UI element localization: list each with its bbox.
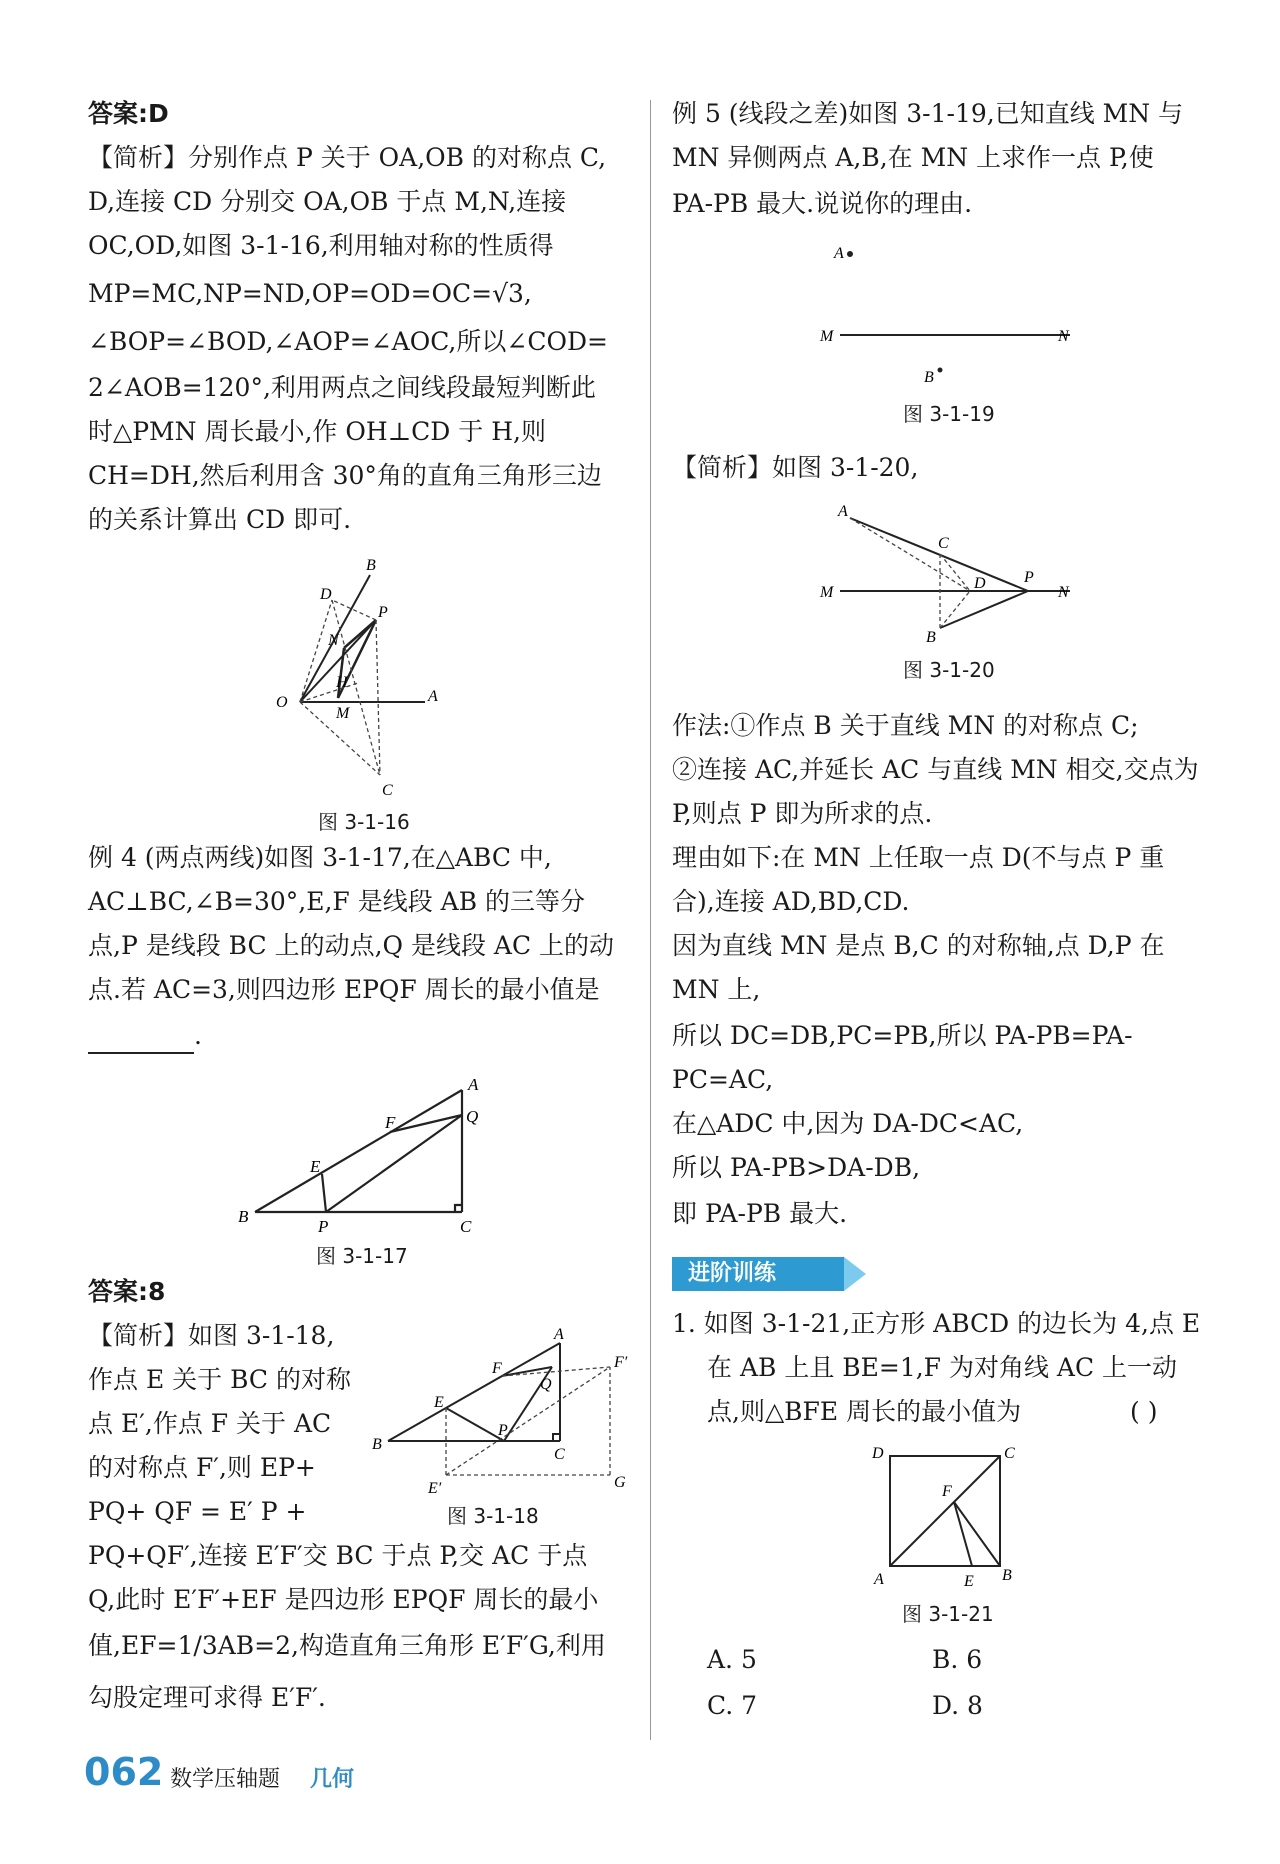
figure-3-1-17 bbox=[230, 1070, 490, 1240]
figure-3-1-20 bbox=[810, 496, 1080, 646]
svg-text:D: D bbox=[872, 1445, 884, 1462]
svg-text:F: F bbox=[942, 1483, 952, 1500]
svg-text:D: D bbox=[320, 586, 332, 603]
svg-text:A: A bbox=[838, 503, 848, 520]
svg-text:P: P bbox=[498, 1422, 508, 1439]
svg-text:C: C bbox=[460, 1217, 472, 1236]
figure-3-1-16-caption: 图 3-1-16 bbox=[318, 810, 410, 834]
svg-text:F: F bbox=[492, 1360, 502, 1377]
svg-text:C: C bbox=[382, 782, 393, 799]
svg-text:M: M bbox=[820, 328, 834, 345]
svg-text:B: B bbox=[238, 1207, 249, 1226]
svg-text:A: A bbox=[554, 1326, 564, 1343]
page-number: 062 bbox=[84, 1750, 164, 1794]
figure-3-1-16 bbox=[270, 555, 450, 805]
svg-text:C: C bbox=[1004, 1445, 1015, 1462]
answer-blank[interactable] bbox=[88, 1026, 194, 1054]
svg-text:A: A bbox=[468, 1075, 479, 1094]
figure-3-1-17-caption: 图 3-1-17 bbox=[316, 1244, 408, 1268]
svg-text:B: B bbox=[926, 629, 936, 646]
book-title: 数学压轴题 bbox=[170, 1767, 281, 1792]
option-c[interactable]: C. 7 bbox=[707, 1691, 758, 1720]
answer-1: 答案:D bbox=[88, 99, 169, 128]
svg-text:B: B bbox=[1002, 1567, 1012, 1584]
svg-text:F′: F′ bbox=[614, 1354, 628, 1371]
figure-3-1-21-caption: 图 3-1-21 bbox=[902, 1602, 994, 1626]
svg-text:P: P bbox=[318, 1217, 329, 1236]
svg-text:N: N bbox=[1058, 584, 1069, 601]
option-d[interactable]: D. 8 bbox=[932, 1691, 983, 1720]
figure-3-1-19 bbox=[810, 240, 1080, 390]
svg-text:P: P bbox=[378, 604, 388, 621]
svg-text:P: P bbox=[1024, 569, 1034, 586]
svg-text:C: C bbox=[938, 535, 949, 552]
svg-text:N: N bbox=[328, 632, 339, 649]
svg-text:F: F bbox=[385, 1113, 396, 1132]
svg-text:M: M bbox=[820, 584, 834, 601]
book-subtitle: 几何 bbox=[310, 1767, 355, 1792]
figure-3-1-19-caption: 图 3-1-19 bbox=[903, 402, 995, 426]
figure-3-1-21 bbox=[866, 1444, 1026, 1594]
svg-text:E: E bbox=[434, 1394, 444, 1411]
svg-text:Q: Q bbox=[540, 1376, 552, 1393]
svg-text:G: G bbox=[614, 1474, 626, 1491]
svg-text:H: H bbox=[336, 674, 348, 691]
svg-text:C: C bbox=[554, 1446, 565, 1463]
column-divider bbox=[650, 100, 651, 1740]
svg-text:E′: E′ bbox=[428, 1480, 442, 1497]
section-banner: 进阶训练 bbox=[672, 1257, 844, 1291]
svg-text:B: B bbox=[372, 1436, 382, 1453]
svg-text:E: E bbox=[964, 1573, 974, 1590]
svg-text:D: D bbox=[974, 575, 986, 592]
option-a[interactable]: A. 5 bbox=[707, 1645, 757, 1674]
analysis-5: 【简析】如图 3-1-20, bbox=[672, 453, 919, 482]
answer-parentheses[interactable]: ( ) bbox=[1130, 1397, 1158, 1426]
svg-text:O: O bbox=[276, 694, 288, 711]
svg-text:A: A bbox=[834, 245, 844, 262]
svg-text:E: E bbox=[310, 1157, 321, 1176]
svg-text:A: A bbox=[874, 1571, 884, 1588]
answer-2: 答案:8 bbox=[88, 1277, 166, 1306]
svg-text:Q: Q bbox=[466, 1107, 479, 1126]
figure-3-1-18-caption: 图 3-1-18 bbox=[447, 1504, 539, 1528]
svg-text:B: B bbox=[924, 369, 934, 386]
svg-text:A: A bbox=[428, 688, 438, 705]
svg-text:M: M bbox=[336, 705, 350, 722]
figure-3-1-18 bbox=[370, 1325, 640, 1505]
figure-3-1-20-caption: 图 3-1-20 bbox=[903, 658, 995, 682]
svg-text:N: N bbox=[1058, 328, 1069, 345]
option-b[interactable]: B. 6 bbox=[932, 1645, 983, 1674]
svg-text:B: B bbox=[366, 557, 376, 574]
